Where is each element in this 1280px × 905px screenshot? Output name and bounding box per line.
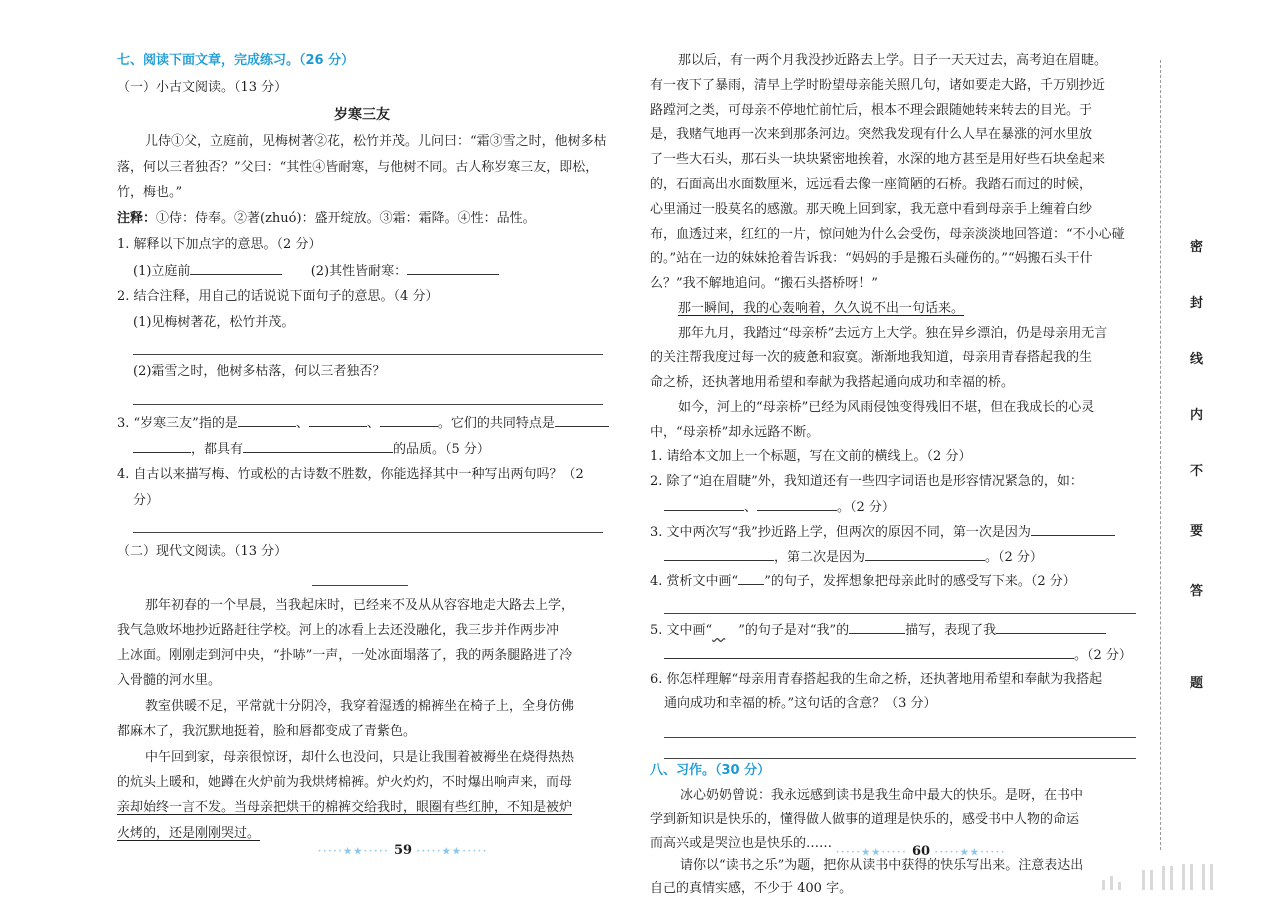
essay-line: 冰心奶奶曾说：我永远感到读书是我生命中最大的快乐。是呀，在书中 [680, 788, 1084, 803]
seal-line [1160, 60, 1162, 850]
passage-line: 有一夜下了暴雨，清早上学时盼望母亲能关照几句，诸如要走大路，千万别抄近 [650, 78, 1106, 93]
question-6-line2: 通向成功和幸福的桥。”这句话的含意？（3 分） [664, 696, 937, 711]
passage2-line: 中午回到家，母亲很惊讶，却什么也没问，只是让我围着被褥坐在烧得热热 [145, 750, 575, 765]
question-5 [650, 621, 1106, 640]
page-decoration: ·····★★····· [836, 848, 908, 858]
question-5-line2 [664, 646, 1132, 665]
passage-line: 了一些大石头，那石头一块块紧密地挨着，水深的地方甚至是用好些石块垒起来 [650, 152, 1106, 167]
question-3-line2 [664, 548, 1043, 567]
essay-line: 自己的真情实感，不少于 400 字。 [650, 881, 853, 896]
answer-blank[interactable] [664, 646, 1074, 659]
question-3-mid: 。它们的共同特点是 [437, 416, 555, 431]
answer-line[interactable] [664, 758, 1136, 759]
passage-line: 么？”我不解地追问。“搬石头搭桥呀！” [650, 276, 878, 291]
passage-line: 的关注帮我度过每一次的疲惫和寂寞。渐渐地我知道，母亲用青春搭起我的生 [650, 350, 1093, 365]
part2-header: （二）现代文阅读。（13 分） [117, 544, 288, 559]
passage1-line: 竹，梅也。” [117, 185, 183, 200]
answer-blank[interactable] [849, 621, 905, 634]
question-3 [650, 523, 1115, 542]
essay-line: 请你以“读书之乐”为题，把你从读书中获得的快乐写出来。注意表达出 [680, 858, 1084, 873]
passage-line: 那以后，有一两个月我没抄近路去上学。日子一天天过去，高考迫在眉睫。 [678, 53, 1108, 68]
essay-line: 而高兴或是哭泣也是快乐的…… [650, 836, 833, 851]
question-4: 4. 自古以来描写梅、竹或松的古诗数不胜数，你能选择其中一种写出两句吗？（2 [117, 467, 584, 482]
passage2-line: 火烤的，还是刚刚哭过。 [117, 826, 261, 841]
page-decoration: ·····★★····· [318, 847, 390, 857]
answer-blank[interactable] [309, 414, 367, 427]
passage-line: 的，石面高出水面数厘米，远远看去像一座简陋的石桥。我踏石而过的时候， [650, 177, 1093, 192]
sidebar-char: 密 [1190, 240, 1204, 255]
question-2b: (2)霜雪之时，他树多枯落，何以三者独否？ [133, 364, 386, 379]
answer-line[interactable] [664, 613, 1136, 614]
sidebar-char: 线 [1190, 352, 1204, 367]
question-5-text: 描写，表现了我 [905, 623, 997, 638]
passage-line: 命之桥，还执著地用希望和奉献为我搭起通向成功和幸福的桥。 [650, 375, 1015, 390]
question-3-text: ，第二次是因为 [774, 550, 866, 565]
question-1a [133, 262, 499, 281]
passage2-line: 那年初春的一个早晨，当我起床时，已经来不及从从容容地走大路去上学， [145, 598, 575, 613]
notes-label: 注释： [117, 211, 157, 226]
passage-line: 是，我赌气地再一次来到那条河边。突然我发现有什么人早在暴涨的河水里放 [650, 127, 1093, 142]
page-decoration: ·····★★····· [416, 847, 489, 857]
answer-blank[interactable] [380, 414, 438, 427]
passage-line: 路蹚河之类，可母亲不停地忙前忙后，根本不理会跟随她转来转去的目光。于 [650, 103, 1093, 118]
question-6: 6. 你怎样理解“母亲用青春搭起我的生命之桥，还执著地用希望和奉献为我搭起 [650, 672, 1103, 687]
passage-line: 那一瞬间，我的心轰响着，久久说不出一句话来。 [678, 301, 965, 316]
sidebar-char: 要 [1190, 524, 1204, 539]
question-2-line2 [664, 498, 895, 517]
passage-line: 那年九月，我踏过“母亲桥”去远方上大学。独在异乡漂泊，仍是母亲用无言 [678, 326, 1108, 341]
question-3-line2 [133, 440, 490, 459]
question-3-text: 3. 文中两次写“我”抄近路上学，但两次的原因不同，第一次是因为 [650, 525, 1031, 540]
title-blank[interactable] [312, 585, 408, 586]
passage2-line: 亲却始终一言不发。当母亲把烘干的棉裤交给我时，眼圈有些红肿，不知是被炉 [117, 800, 573, 815]
answer-blank[interactable] [133, 440, 191, 453]
underline-sample [738, 572, 764, 585]
question-3-prefix: 3. “岁寒三友”指的是 [117, 416, 238, 431]
separator: 、 [295, 416, 309, 431]
page-decoration: ·····★★····· [934, 848, 1007, 858]
question-4-text: 4. 赏析文中画“ [650, 574, 739, 589]
section-7-heading: 七、阅读下面文章，完成练习。（26 分） [117, 53, 355, 68]
question-3 [117, 414, 609, 433]
question-1a-text: (1)立庭前 [133, 264, 191, 279]
question-2: 2. 结合注释，用自己的话说说下面句子的意思。（4 分） [117, 289, 439, 304]
sidebar-char: 封 [1190, 296, 1204, 311]
page-number: 60 [912, 844, 931, 859]
question-3-text: 。（2 分） [985, 550, 1043, 565]
sidebar-char: 答 [1190, 584, 1204, 599]
answer-blank[interactable] [996, 621, 1106, 634]
answer-blank[interactable] [190, 262, 282, 275]
question-4-line2: 分） [133, 493, 160, 508]
question-2a: (1)见梅树著花，松竹并茂。 [133, 315, 295, 330]
answer-blank[interactable] [407, 262, 499, 275]
separator: 、 [744, 500, 758, 515]
question-3-text: 的品质。（5 分） [393, 442, 490, 457]
question-5-text: 5. 文中画“ [650, 623, 713, 638]
answer-blank[interactable] [757, 498, 837, 511]
passage2-line: 我气急败坏地抄近路赶往学校。河上的冰看上去还没融化，我三步并作两步冲 [117, 623, 560, 638]
sidebar-char: 不 [1190, 464, 1204, 479]
watermark-icon [1102, 862, 1252, 890]
answer-blank[interactable] [664, 498, 744, 511]
passage-line: 中，“母亲桥”却永远路不断。 [650, 425, 820, 440]
notes [117, 210, 536, 228]
passage-line: 布，血透过来，红红的一片，惊问她为什么会受伤，母亲淡淡地回答道：“不小心碰 [650, 227, 1125, 242]
passage2-line: 入骨髓的河水里。 [117, 673, 222, 688]
question-3-text: ，都具有 [191, 442, 244, 457]
right-page [620, 0, 1160, 905]
passage-line: 如今，河上的“母亲桥”已经为风雨侵蚀变得残旧不堪，但在我成长的心灵 [678, 400, 1095, 415]
passage2-line: 教室供暖不足，平常就十分阴冷，我穿着湿透的棉裤坐在椅子上，全身仿佛 [145, 699, 575, 714]
passage2-line: 都麻木了，我沉默地挺着，脸和唇都变成了青紫色。 [117, 724, 417, 739]
page-number: 59 [394, 843, 413, 858]
question-1: 1. 请给本文加上一个标题，写在文前的横线上。（2 分） [650, 449, 972, 464]
question-4-text: ”的句子，发挥想象把母亲此时的感受写下来。（2 分） [764, 574, 1076, 589]
question-5-end: 。（2 分） [1074, 648, 1132, 663]
passage-line: 心里涌过一股莫名的感激。那天晚上回到家，我无意中看到母亲手上缠着白纱 [650, 202, 1093, 217]
answer-blank[interactable] [664, 548, 774, 561]
question-4 [650, 572, 1076, 591]
passage1-line: 落，何以三者独否？”父曰：“其性④皆耐寒，与他树不同。古人称岁寒三友，即松， [117, 160, 599, 175]
answer-line[interactable] [664, 737, 1136, 738]
notes-text: ①侍：侍奉。②著(zhuó)：盛开绽放。③霜：霜降。④性：品性。 [156, 211, 536, 226]
answer-line[interactable] [133, 404, 603, 405]
sidebar-char: 内 [1190, 408, 1204, 423]
passage2-line: 的炕头上暖和，她蹲在火炉前为我烘烤棉裤。炉火灼灼，不时爆出响声来，而母 [117, 775, 573, 790]
page-number-60 [836, 844, 1006, 859]
poem-title: 岁寒三友 [334, 107, 390, 123]
sidebar-char: 题 [1190, 676, 1204, 691]
answer-line[interactable] [133, 532, 603, 533]
page-number-59 [318, 843, 488, 858]
answer-blank[interactable] [1031, 523, 1115, 536]
question-5-text: ”的句子是对“我”的 [738, 623, 850, 638]
question-1: 1. 解释以下加点字的意思。（2 分） [117, 237, 322, 252]
question-1b-text: (2)其性皆耐寒： [310, 264, 408, 279]
section-8-heading: 八、习作。（30 分） [650, 763, 771, 778]
left-page [0, 0, 620, 905]
essay-line: 学到新知识是快乐的，懂得做人做事的道理是快乐的，感受书中人物的命运 [650, 812, 1080, 827]
part1-header: （一）小古文阅读。（13 分） [117, 80, 288, 95]
separator: 、 [366, 416, 380, 431]
answer-blank[interactable] [238, 414, 296, 427]
answer-line[interactable] [133, 354, 603, 355]
question-2: 2. 除了“迫在眉睫”外，我知道还有一些四字词语也是形容情况紧急的，如： [650, 474, 1083, 489]
question-2-end: 。（2 分） [837, 500, 895, 515]
passage1-line: 儿侍①父，立庭前，见梅树著②花，松竹并茂。儿问曰：“霜③雪之时，他树多枯 [145, 134, 607, 149]
answer-blank[interactable] [243, 440, 393, 453]
passage2-line: 上冰面。刚刚走到河中央，“扑哧”一声，一处冰面塌落了，我的两条腿路进了冷 [117, 648, 573, 663]
answer-blank[interactable] [865, 548, 985, 561]
answer-blank[interactable] [555, 414, 609, 427]
passage-line: 的。”站在一边的妹妹抢着告诉我：“妈妈的手是搬石头碰伤的。”“妈搬石头干什 [650, 251, 1093, 266]
